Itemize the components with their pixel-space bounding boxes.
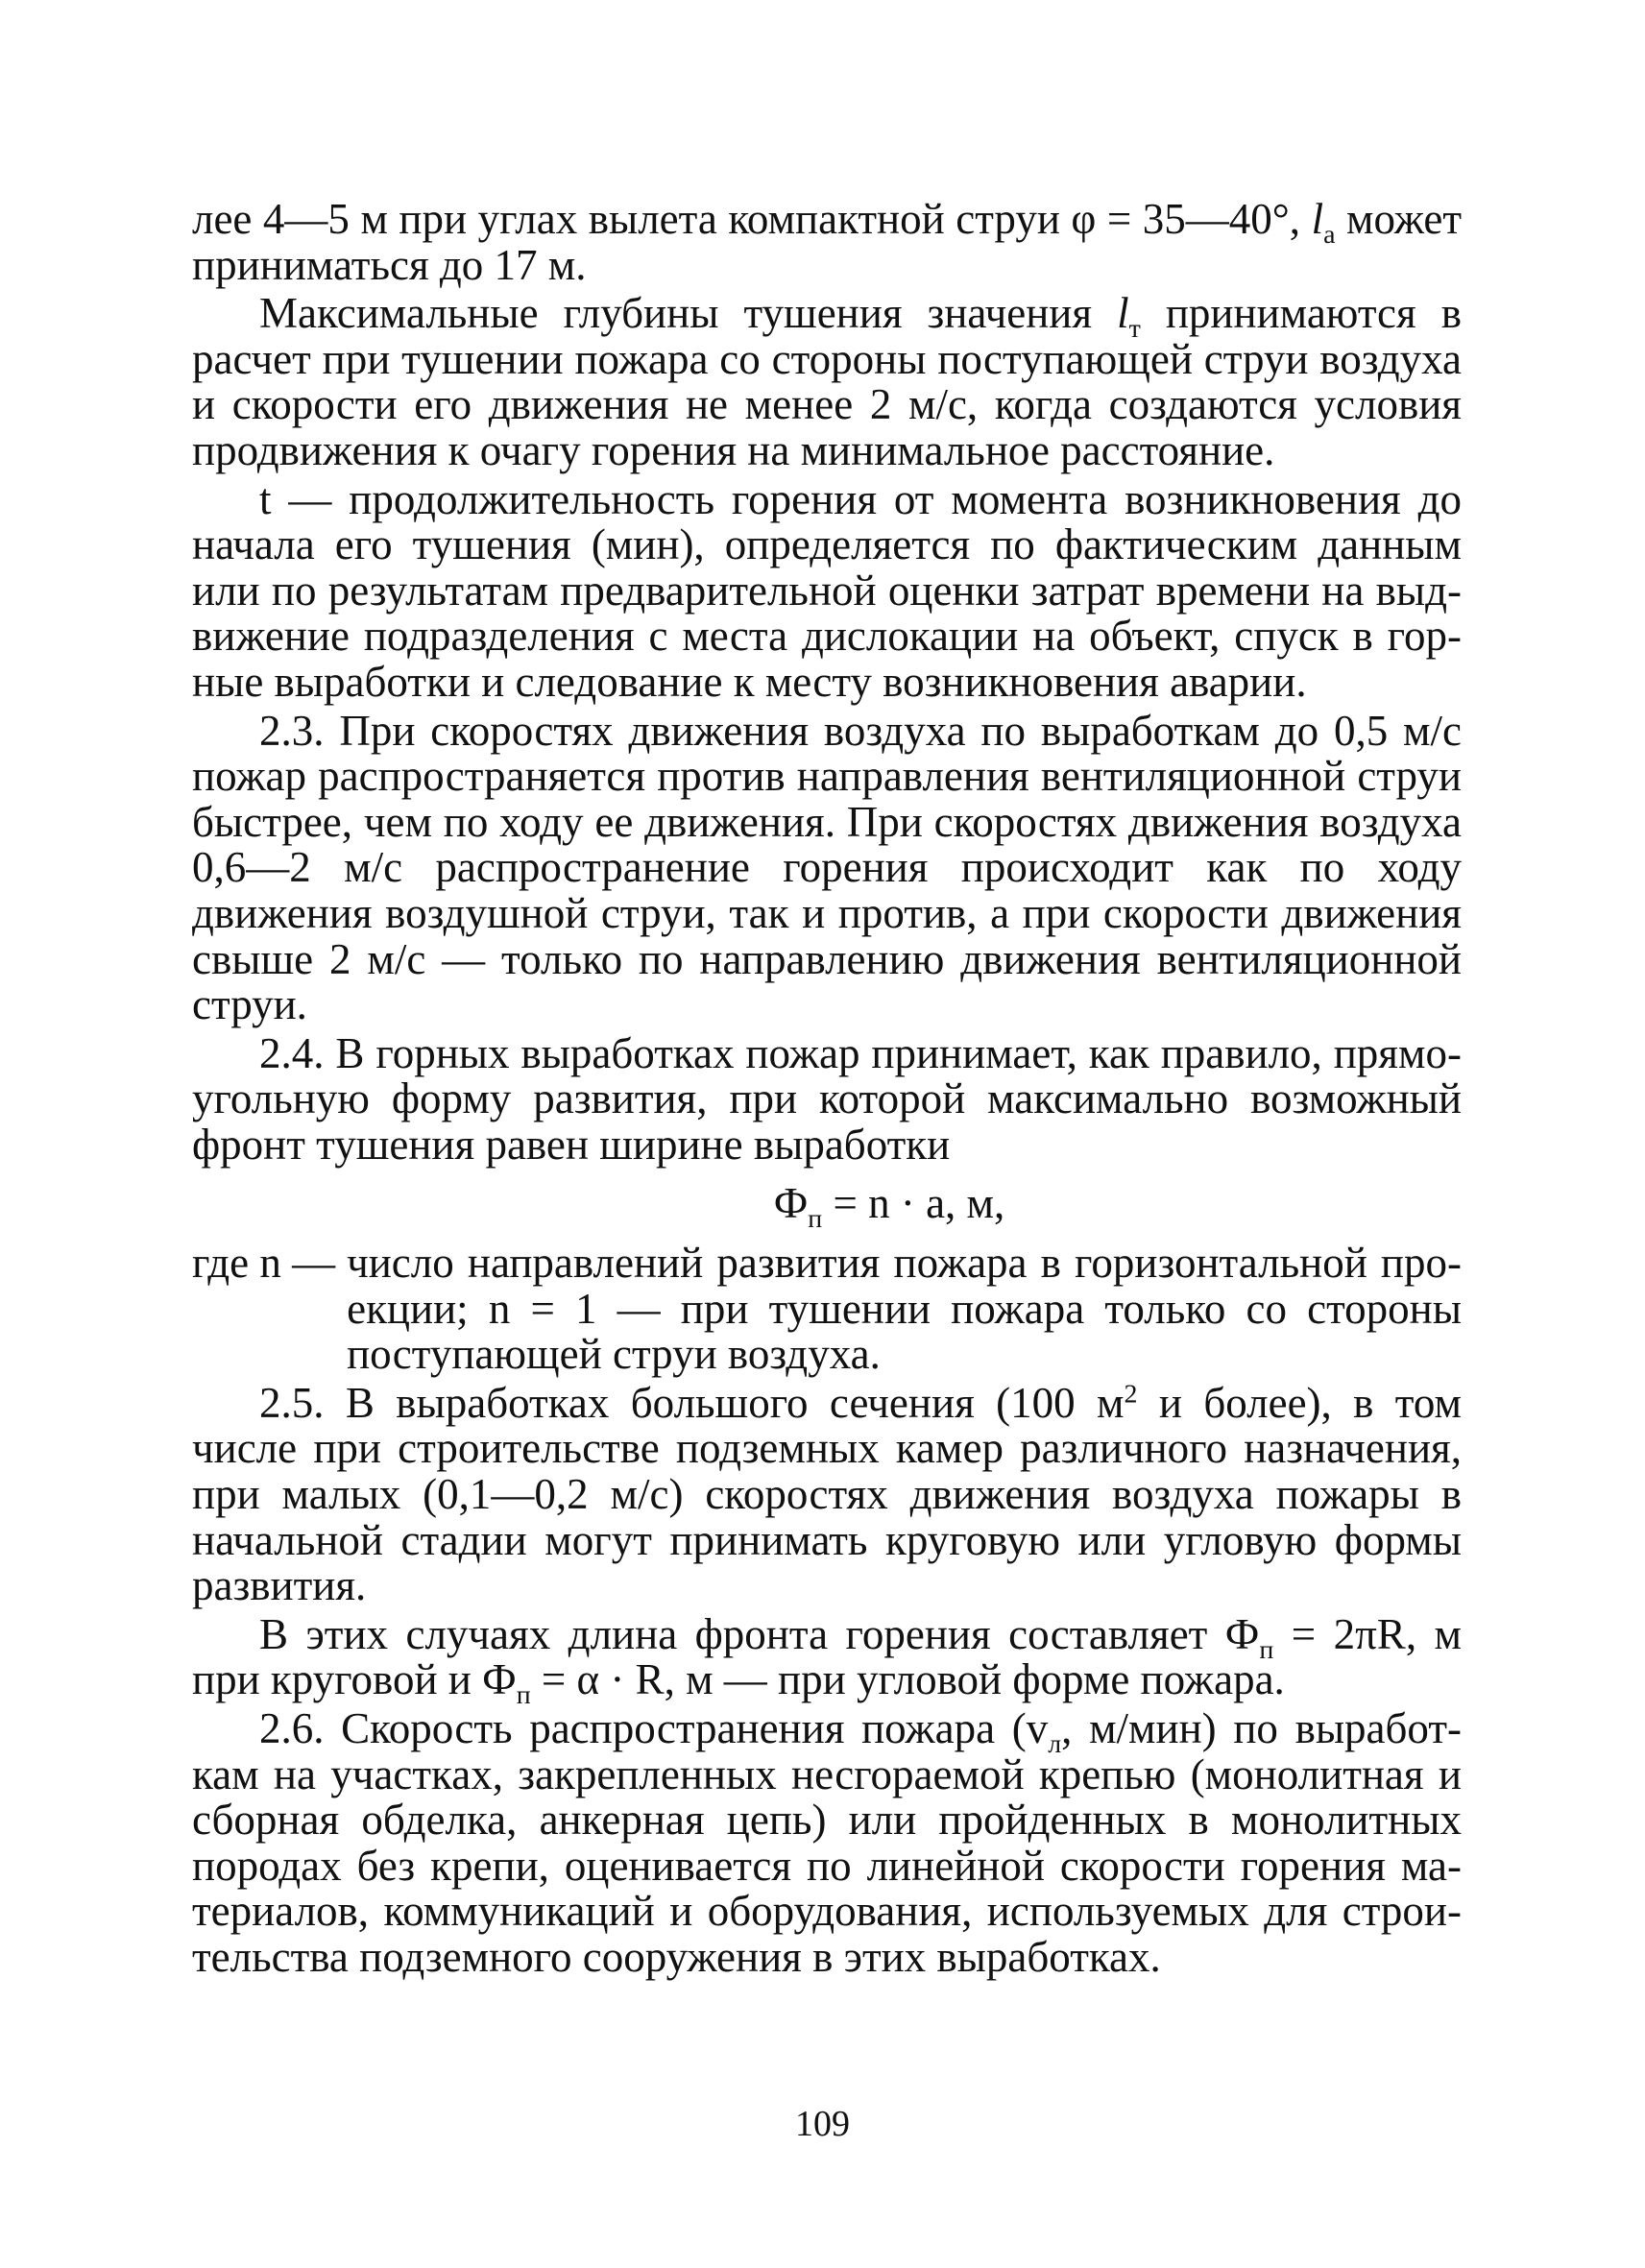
paragraph-max-depth: Максимальные глубины тушения значения $l_т$ принимаются в расчет при тушении пожара со стороны поступающей струи воздуха и скорости его движения не менее 2 м/с, когда создаются условия продвижения к очагу горения на минимальное расстояние. <box>192 289 1462 474</box>
subscript-p: п <box>516 1680 531 1711</box>
paragraph-2-5: 2.5. В выработках большого сечения (100 $м^2$ и более), в том числе при строительстве подземных камер различного назначения, при малых (0,1—0,2 м/с) скоростях движения воздуха пожары в начальной стадии могут принимать круговую или угловую формы развития. <box>192 1378 1462 1610</box>
definition-body: число направлений развития пожара в горизонтальной проекции; n = 1 — при тушении пожара только со стороны поступающей струи воздуха. <box>347 1239 1462 1379</box>
page-body <box>192 197 1462 1981</box>
variable-l: l <box>1117 289 1129 338</box>
subscript-p: п <box>1259 1634 1274 1665</box>
paragraph-continuation: лее 4—5 м при углах вылета компактной струи φ = 35—40°, $l_а$ может приниматься до 17 м. <box>192 195 1462 289</box>
subscript-p: п <box>808 1204 823 1235</box>
page-number: 109 <box>795 2104 850 2144</box>
subscript-t: т <box>1128 313 1141 344</box>
formula-definition <box>192 1241 1462 1378</box>
paragraph-2-3: 2.3. При скоростях движения воздуха по выработкам до 0,5 м/с пожар распространяется против направления вентиляционной струи быстрее, чем по ходу ее движения. При скоростях движения воздуха 0,6—2 м/с распространение горения происходит как по ходу движения воздушной струи, так и против, а при скорости движения свыше 2 м/с — только по направлению движения вентиляционной струи. <box>192 706 1462 1029</box>
paragraph-front-length: В этих случаях длина фронта горения составляет $Ф_п = 2\pi R$, м при круговой и $Ф_п = \alpha \cdot R$, м — при угловой форме пожара. <box>192 1609 1463 1711</box>
superscript-2: 2 <box>1124 1379 1138 1410</box>
paragraph-2-6: 2.6. Скорость распространения пожара ($v_л$, м/мин) по выработкам на участках, закрепленных несгораемой крепью (монолитная и сборная обделка, анкерная цепь) или пройденных в монолитных породах без крепи, оценивается по линейной скорости горения материалов, коммуникаций и оборудования, используемых для строительства подземного сооружения в этих выработках. <box>192 1704 1462 1981</box>
formula-front: $Ф_п = n \cdot а$, м, <box>773 1179 1005 1235</box>
definition-label: где n — <box>192 1239 336 1288</box>
subscript-l: л <box>1048 1728 1062 1759</box>
paragraph-2-4: 2.4. В горных выработках пожар принимает, как правило, прямоугольную форму развития, при которой максимально возможный фронт тушения равен ширине выработки <box>192 1028 1462 1169</box>
subscript-a: а <box>1323 219 1336 250</box>
variable-l: l <box>1311 195 1324 243</box>
paragraph-duration: t — продолжительность горения от момента возникновения до начала его тушения (мин), определяется по фактическим данным или по результатам предварительной оценки затрат времени на выдвижение подразделения с места дислокации на объект, спуск в горные выработки и следование к месту возникновения аварии. <box>192 474 1462 706</box>
